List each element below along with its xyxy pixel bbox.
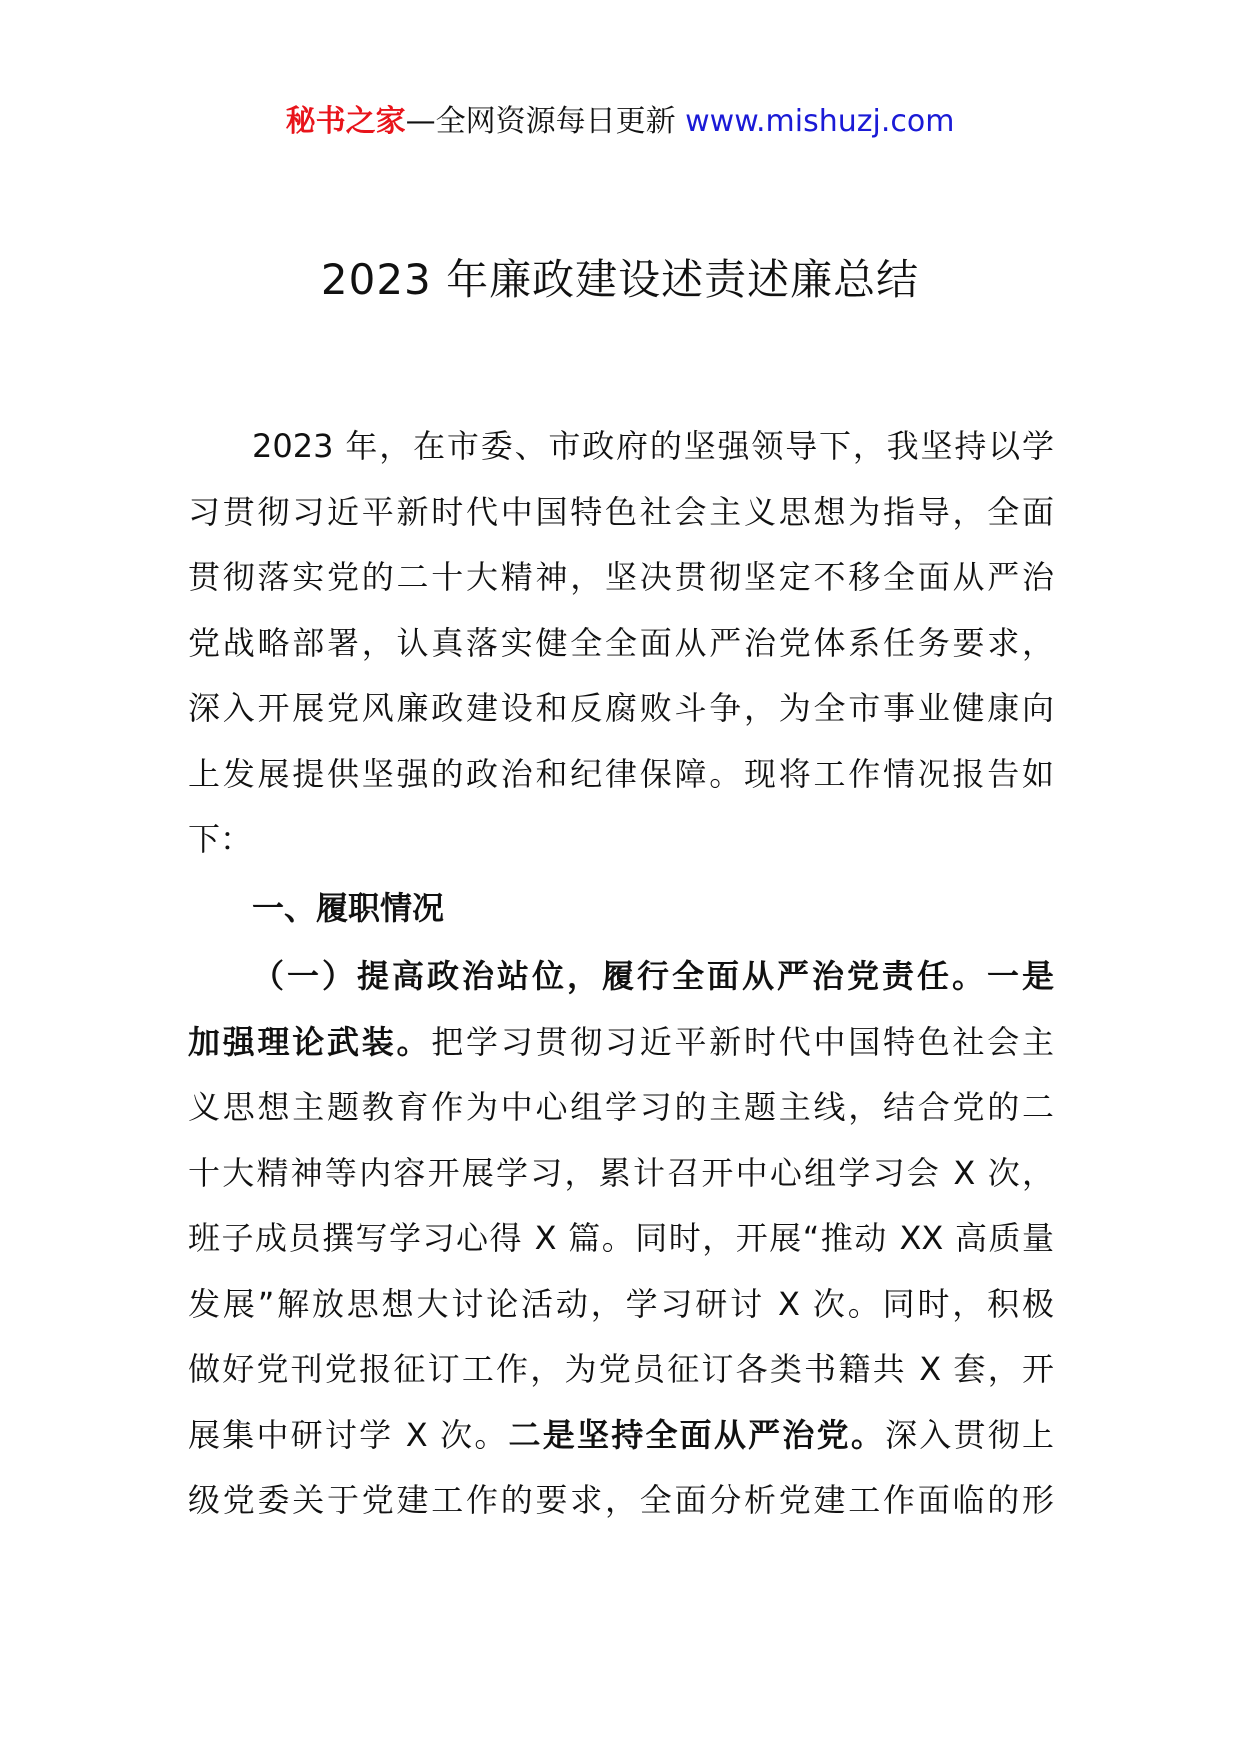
section-heading: 一、履职情况 xyxy=(252,888,445,927)
paragraph-line: 下： xyxy=(188,820,253,858)
brand-name: 秘书之家 xyxy=(285,104,406,139)
subheading-inline: 加强理论武装。 xyxy=(188,1022,432,1061)
site-url-link[interactable]: www.mishuzj.com xyxy=(685,104,955,139)
paragraph-line: 义思想主题教育作为中心组学习的主题主线，结合党的二 xyxy=(188,1088,1054,1126)
subheading-inline: 二是坚持全面从严治党。 xyxy=(508,1415,886,1454)
document-body xyxy=(188,414,1054,1534)
section-heading-paragraph xyxy=(188,876,1054,942)
paragraph-line: 习贯彻习近平新时代中国特色社会主义思想为指导，全面 xyxy=(188,492,1054,531)
paragraph-line: 班子成员撰写学习心得 X 篇。同时，开展“推动 XX 高质量 xyxy=(188,1219,1054,1257)
paragraph-line: 十大精神等内容开展学习，累计召开中心组学习会 X 次， xyxy=(188,1153,1054,1192)
paragraph-line: 发展”解放思想大讨论活动，学习研讨 X 次。同时，积极 xyxy=(188,1284,1054,1323)
paragraph-text: 把学习贯彻习近平新时代中国特色社会主 xyxy=(431,1022,1054,1061)
paragraph-line xyxy=(188,1403,1054,1469)
header-tagline: —全网资源每日更新 xyxy=(405,104,676,139)
subsection-paragraph xyxy=(188,944,1054,1534)
subsection-heading-line: （一）提高政治站位，履行全面从严治党责任。一是 xyxy=(252,957,1054,995)
paragraph-line: 深入开展党风廉政建设和反腐败斗争，为全市事业健康向 xyxy=(188,689,1054,727)
document-title: 2023 年廉政建设述责述廉总结 xyxy=(320,255,920,304)
paragraph-line xyxy=(188,1010,1054,1076)
paragraph-line: 级党委关于党建工作的要求，全面分析党建工作面临的形 xyxy=(188,1481,1054,1519)
site-header xyxy=(0,102,1240,142)
paragraph-line: 贯彻落实党的二十大精神，坚决贯彻坚定不移全面从严治 xyxy=(188,558,1054,596)
paragraph-line: 2023 年，在市委、市政府的坚强领导下，我坚持以学 xyxy=(252,427,1054,465)
paragraph-text: 展集中研讨学 X 次。 xyxy=(188,1415,509,1454)
paragraph-line: 做好党刊党报征订工作，为党员征订各类书籍共 X 套，开 xyxy=(188,1350,1054,1388)
paragraph-line: 党战略部署，认真落实健全全面从严治党体系任务要求， xyxy=(188,623,1054,662)
paragraph-line: 上发展提供坚强的政治和纪律保障。现将工作情况报告如 xyxy=(188,754,1054,793)
paragraph-text: 深入贯彻上 xyxy=(885,1415,1054,1454)
intro-paragraph xyxy=(188,414,1054,873)
